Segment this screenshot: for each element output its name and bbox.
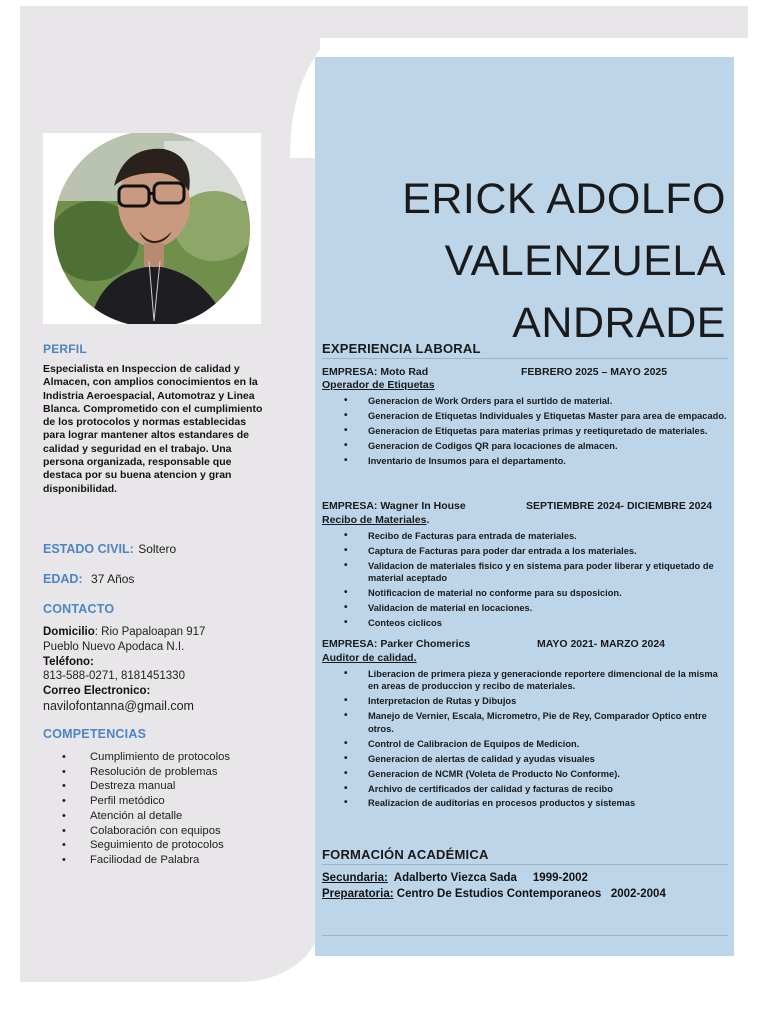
domicilio-line2: Pueblo Nuevo Apodaca N.I. bbox=[43, 640, 185, 653]
photo-frame bbox=[43, 133, 261, 324]
job-tasks bbox=[322, 395, 728, 470]
secundaria-label: Secundaria: bbox=[322, 872, 388, 884]
domicilio-label: Domicilio bbox=[43, 626, 95, 638]
list-item: • Colaboración con equipos bbox=[62, 824, 230, 839]
job-company: EMPRESA: Wagner In House bbox=[322, 500, 466, 512]
list-item: • Liberacion de primera pieza y generacionde reportere dimencional de la misma en areas de produccion y recibo de materiales. bbox=[322, 668, 728, 693]
job-tasks bbox=[322, 530, 728, 632]
competencias-list bbox=[62, 750, 230, 868]
telefono-value: 813-588-0271, 8181451330 bbox=[43, 670, 185, 683]
list-item: • Validacion de material en locaciones. bbox=[322, 602, 728, 614]
job-company: EMPRESA: Moto Rad bbox=[322, 366, 429, 378]
list-item: • Perfil metódico bbox=[62, 794, 230, 809]
job-header bbox=[322, 366, 728, 378]
edad bbox=[43, 570, 268, 588]
list-item: • Recibo de Facturas para entrada de materiales. bbox=[322, 530, 728, 542]
list-item: • Realizacion de auditorias en procesos productos y sistemas bbox=[322, 797, 728, 809]
edad-label: EDAD: bbox=[43, 572, 83, 586]
name-line-1: ERICK ADOLFO bbox=[402, 175, 726, 223]
correo-value: navilofontanna@gmail.com bbox=[43, 698, 194, 713]
job-tasks bbox=[322, 668, 728, 812]
list-item: • Generacion de Etiquetas para materias primas y reetiquretado de materiales. bbox=[322, 425, 728, 437]
job-role-text: Recibo de Materiales bbox=[322, 514, 427, 526]
preparatoria-value: Centro De Estudios Contemporaneos 2002-2004 bbox=[393, 888, 666, 900]
list-item: • Conteos ciclicos bbox=[322, 617, 728, 629]
list-item: • Generacion de Etiquetas Individuales y Etiquetas Master para area de empacado. bbox=[322, 410, 728, 422]
preparatoria-label: Preparatoria: bbox=[322, 888, 394, 900]
list-item: • Generacion de alertas de calidad y ayudas visuales bbox=[322, 753, 728, 765]
list-item: • Interpretacion de Rutas y Dibujos bbox=[322, 695, 728, 707]
perfil-title: PERFIL bbox=[43, 342, 87, 356]
job-dates: FEBRERO 2025 – MAYO 2025 bbox=[521, 366, 668, 378]
job-role bbox=[322, 514, 429, 526]
divider bbox=[322, 864, 728, 865]
list-item: • Faciliodad de Palabra bbox=[62, 853, 230, 868]
divider bbox=[322, 935, 728, 936]
header-band bbox=[290, 6, 748, 38]
edad-value: 37 Años bbox=[91, 572, 135, 586]
secundaria-value: Adalberto Viezca Sada 1999-2002 bbox=[387, 872, 588, 884]
name-line-2: VALENZUELA bbox=[444, 237, 726, 285]
list-item: • Captura de Facturas para poder dar entrada a los materiales. bbox=[322, 545, 728, 557]
perfil-text: Especialista en Inspeccion de calidad y Almacen, con amplios conocimientos en la Indistria Aeroespacial, Automotraz y Linea Blanca. Comprometido con el cumplimiento de los protocolos y normas establecidas para lograr mantener altos estandares de calidad y seguridad en el trabajo. Una persona organizada, responsable que destaca por su buena atencion y gran disponibilidad. bbox=[43, 363, 263, 495]
formacion-title: FORMACIÓN ACADÉMICA bbox=[322, 847, 489, 862]
name-line-3: ANDRADE bbox=[512, 299, 726, 347]
list-item: • Resolución de problemas bbox=[62, 765, 230, 780]
list-item: • Atención al detalle bbox=[62, 809, 230, 824]
job-dates: MAYO 2021- MARZO 2024 bbox=[537, 638, 665, 650]
list-item: • Generacion de Codigos QR para locaciones de almacen. bbox=[322, 440, 728, 452]
profile-photo bbox=[54, 133, 250, 324]
list-item: • Manejo de Vernier, Escala, Micrometro, Pie de Rey, Comparador Optico entre otros. bbox=[322, 710, 728, 735]
job-dates: SEPTIEMBRE 2024- DICIEMBRE 2024 bbox=[526, 500, 713, 512]
estado-civil-label: ESTADO CIVIL: bbox=[43, 542, 134, 556]
estado-civil-value: Soltero bbox=[138, 542, 177, 556]
list-item: • Validacion de materiales fisico y en sistema para poder liberar y etiquetado de material aceptado bbox=[322, 560, 728, 585]
job-role: Auditor de calidad. bbox=[322, 652, 417, 664]
estado-civil bbox=[43, 540, 268, 558]
job-role: Operador de Etiquetas bbox=[322, 379, 435, 391]
job-header bbox=[322, 638, 728, 650]
competencias-title: COMPETENCIAS bbox=[43, 727, 147, 741]
list-item: • Generacion de NCMR (Voleta de Producto No Conforme). bbox=[322, 768, 728, 780]
contacto-block bbox=[43, 625, 268, 714]
correo-label: Correo Electronico: bbox=[43, 685, 151, 698]
telefono-label: Teléfono: bbox=[43, 655, 94, 668]
list-item: • Archivo de certificados der calidad y facturas de recibo bbox=[322, 783, 728, 795]
list-item: • Control de Calibracion de Equipos de Medicion. bbox=[322, 738, 728, 750]
secundaria bbox=[322, 872, 588, 884]
list-item: • Notificacion de material no conforme para su dsposicion. bbox=[322, 587, 728, 599]
list-item: • Destreza manual bbox=[62, 779, 230, 794]
experiencia-title: EXPERIENCIA LABORAL bbox=[322, 341, 481, 356]
list-item: • Seguimiento de protocolos bbox=[62, 838, 230, 853]
divider bbox=[322, 358, 728, 359]
contacto-title: CONTACTO bbox=[43, 602, 115, 616]
domicilio-value: : Rio Papaloapan 917 bbox=[94, 626, 206, 638]
list-item: • Generacion de Work Orders para el surtido de material. bbox=[322, 395, 728, 407]
list-item: • Inventario de Insumos para el departamento. bbox=[322, 455, 728, 467]
preparatoria bbox=[322, 888, 666, 900]
job-role-suffix: . bbox=[426, 514, 430, 526]
list-item: • Cumplimiento de protocolos bbox=[62, 750, 230, 765]
job-header bbox=[322, 500, 728, 512]
job-company: EMPRESA: Parker Chomerics bbox=[322, 638, 471, 650]
candidate-name bbox=[402, 168, 726, 354]
